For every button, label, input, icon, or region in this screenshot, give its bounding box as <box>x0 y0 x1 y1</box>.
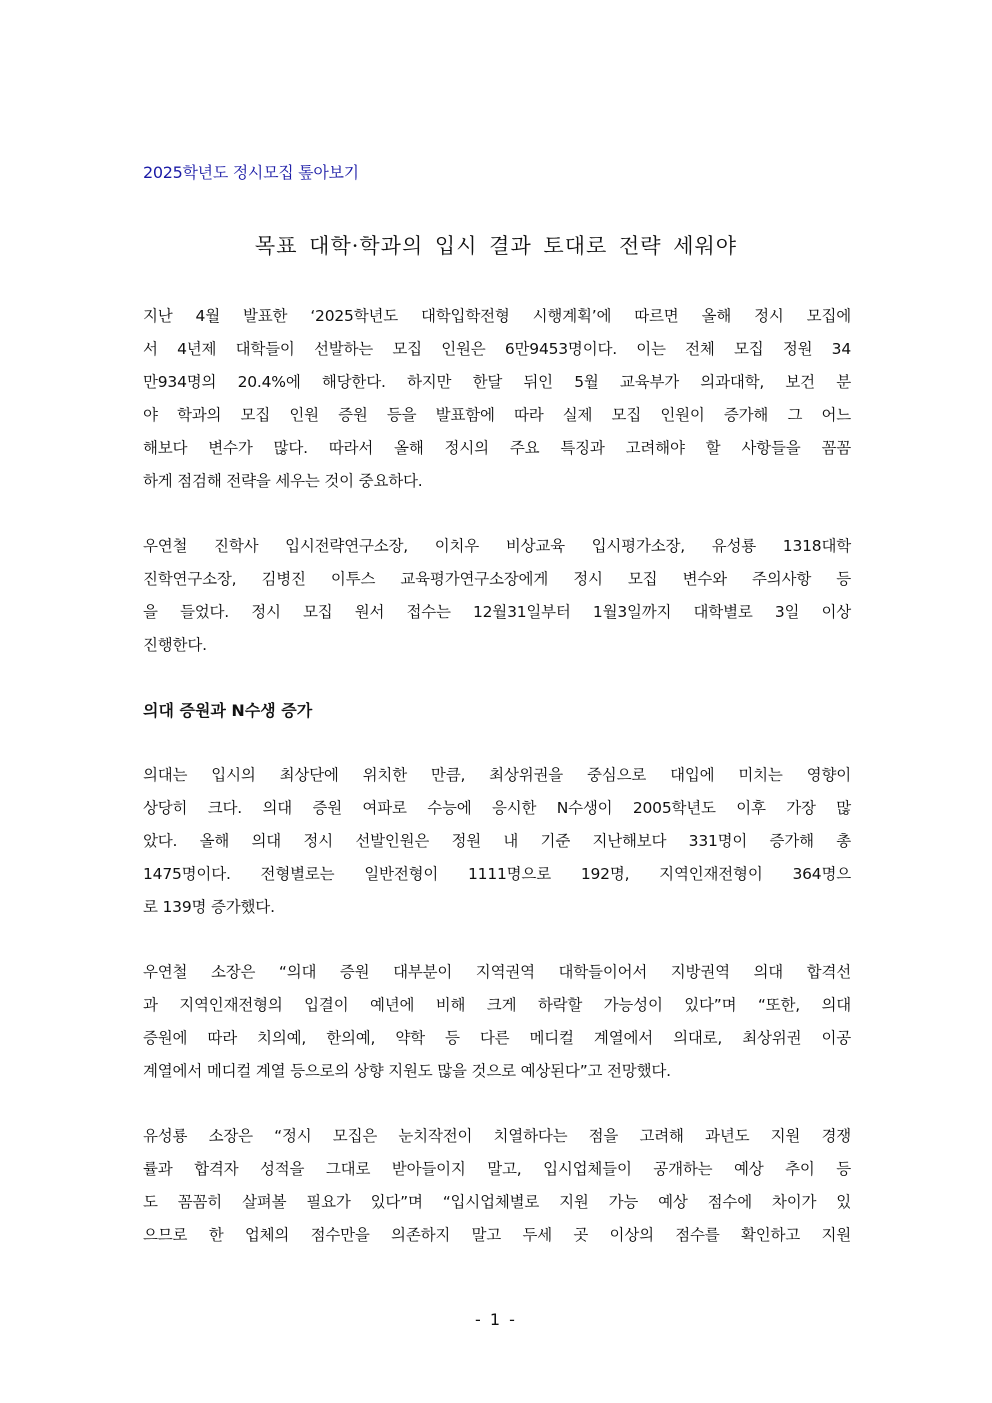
text-line: 1475명이다. 전형별로는 일반전형이 1111명으로 192명, 지역인재전형이 364명으 <box>143 865 851 883</box>
text-line: 증원에 따라 치의예, 한의예, 약학 등 다른 메디컬 계열에서 의대로, 최상위권 이공 <box>143 1029 851 1047</box>
text-line: 서 4년제 대학들이 선발하는 모집 인원은 6만9453명이다. 이는 전체 모집 정원 34 <box>143 340 851 358</box>
text-line: 을 들었다. 정시 모집 원서 접수는 12월31일부터 1월3일까지 대학별로 3일 이상 <box>143 603 851 621</box>
paragraph <box>143 1120 851 1252</box>
text-line: 으므로 한 업체의 점수만을 의존하지 말고 두세 곳 이상의 점수를 확인하고 지원 <box>143 1226 851 1244</box>
text-line: 진학연구소장, 김병진 이투스 교육평가연구소장에게 정시 모집 변수와 주의사항 등 <box>143 570 851 588</box>
text-line: 지난 4월 발표한 ‘2025학년도 대학입학전형 시행계획’에 따르면 올해 정시 모집에 <box>143 307 851 325</box>
text-line: 해보다 변수가 많다. 따라서 올해 정시의 주요 특징과 고려해야 할 사항들을 꼼꼼 <box>143 439 851 457</box>
text-line: 야 학과의 모집 인원 증원 등을 발표함에 따라 실제 모집 인원이 증가해 그 어느 <box>143 406 851 424</box>
article-body <box>143 300 851 1284</box>
text-line: 만934명의 20.4%에 해당한다. 하지만 한달 뒤인 5월 교육부가 의과대학, 보건 분 <box>143 373 851 391</box>
text-line: 우연철 진학사 입시전략연구소장, 이치우 비상교육 입시평가소장, 유성룡 1318대학 <box>143 537 851 555</box>
text-line: 과 지역인재전형의 입결이 예년에 비해 크게 하락할 가능성이 있다”며 “또한, 의대 <box>143 996 851 1014</box>
text-line: 계열에서 메디컬 계열 등으로의 상향 지원도 많을 것으로 예상된다”고 전망했다. <box>143 1062 671 1080</box>
text-line: 상당히 크다. 의대 증원 여파로 수능에 응시한 N수생이 2005학년도 이후 가장 많 <box>143 799 851 817</box>
text-line: 하게 점검해 전략을 세우는 것이 중요하다. <box>143 472 423 490</box>
text-line: 의대는 입시의 최상단에 위치한 만큼, 최상위권을 중심으로 대입에 미치는 영향이 <box>143 766 851 784</box>
page-number: - 1 - <box>475 1310 517 1329</box>
text-line: 진행한다. <box>143 636 207 654</box>
paragraph <box>143 956 851 1088</box>
text-line: 유성룡 소장은 “정시 모집은 눈치작전이 치열하다는 점을 고려해 과년도 지원 경쟁 <box>143 1127 851 1145</box>
paragraph <box>143 300 851 498</box>
paragraph <box>143 759 851 924</box>
text-line: 우연철 소장은 “의대 증원 대부분이 지역권역 대학들이어서 지방권역 의대 합격선 <box>143 963 851 981</box>
series-kicker: 2025학년도 정시모집 톺아보기 <box>143 163 359 182</box>
article-headline: 목표 대학·학과의 입시 결과 토대로 전략 세워야 <box>254 234 738 258</box>
text-line: 도 꼼꼼히 살펴볼 필요가 있다”며 “입시업체별로 지원 가능 예상 점수에 차이가 있 <box>143 1193 851 1211</box>
paragraph <box>143 530 851 662</box>
text-line: 률과 합격자 성적을 그대로 받아들이지 말고, 입시업체들이 공개하는 예상 추이 등 <box>143 1160 851 1178</box>
section-subheading: 의대 증원과 N수생 증가 <box>143 701 313 720</box>
text-line: 았다. 올해 의대 정시 선발인원은 정원 내 기준 지난해보다 331명이 증가해 총 <box>143 832 851 850</box>
text-line: 로 139명 증가했다. <box>143 898 275 916</box>
